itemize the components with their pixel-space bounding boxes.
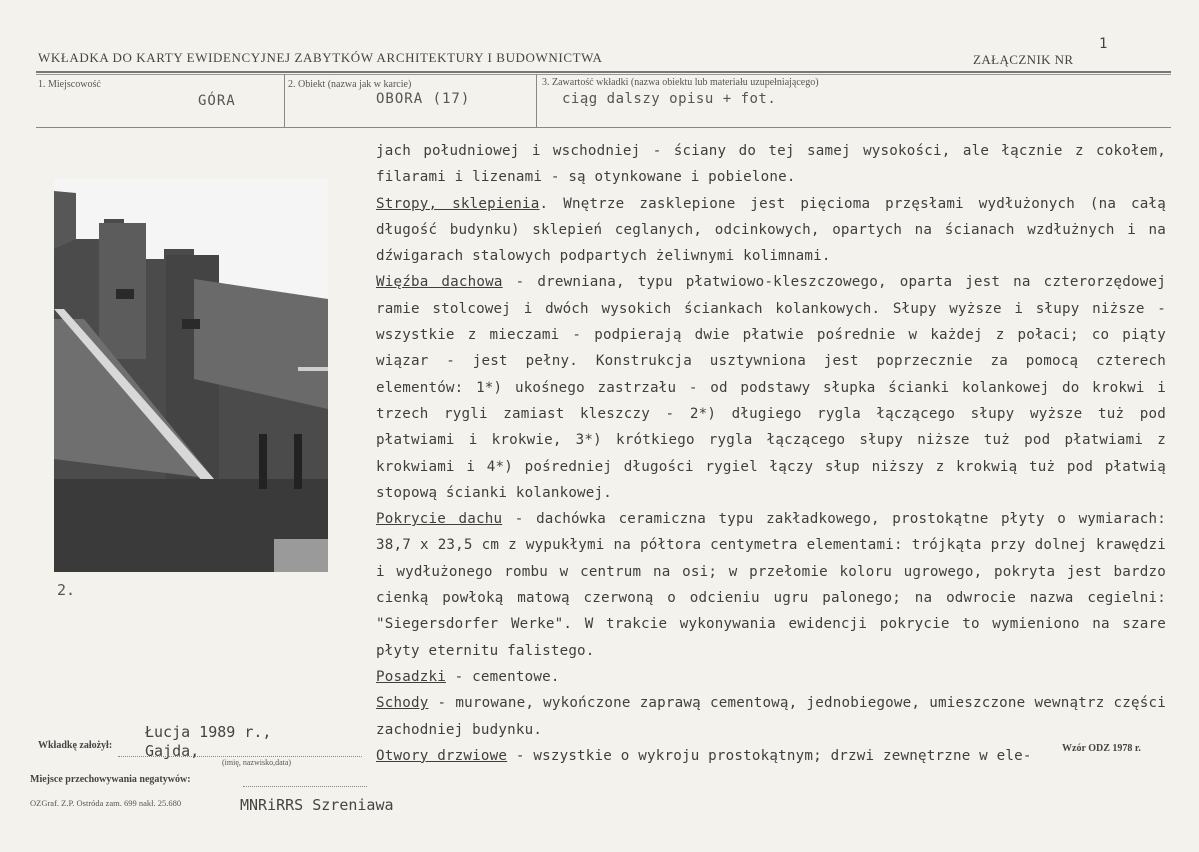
object-value: OBORA (17) <box>376 91 471 107</box>
place-label: 1. Miejscowość <box>38 79 101 90</box>
annex-number: 1 <box>1099 36 1108 52</box>
ceilings-heading: Stropy, sklepienia <box>376 195 540 212</box>
negatives-location-line <box>243 786 367 787</box>
form-model-label: Wzór ODZ 1978 r. <box>1062 743 1141 754</box>
created-by-line <box>118 756 362 757</box>
form-title: WKŁADKA DO KARTY EWIDENCYJNEJ ZABYTKÓW ARCHITEKTURY I BUDOWNICTWA <box>38 50 603 65</box>
walls-text: jach południowej i wschodniej - ściany do tej samej wysokości, ale łącznie z cokołem, filarami i lizenami - są otynkowane i pobielone. <box>376 143 1166 186</box>
paragraph-roofing <box>376 506 1166 664</box>
roofing-heading: Pokrycie dachu <box>376 511 503 528</box>
stairs-heading: Schody <box>376 695 429 712</box>
paragraph-roof-truss <box>376 269 1166 506</box>
created-by-name-line1: Łucja 1989 r., <box>145 723 272 741</box>
roof-truss-heading: Więźba dachowa <box>376 274 503 291</box>
field-divider <box>536 74 537 128</box>
doors-text: - wszystkie o wykroju prostokątnym; drzwi zewnętrzne w ele- <box>507 747 1032 764</box>
floors-heading: Posadzki <box>376 668 446 685</box>
paragraph-floors <box>376 664 1166 690</box>
object-label: 2. Obiekt (nazwa jak w karcie) <box>288 79 412 90</box>
building-photo <box>54 179 328 572</box>
paragraph-doors <box>376 743 1166 769</box>
negatives-location-value: MNRiRRS Szreniawa <box>240 796 394 814</box>
created-by-hint: (imię, nazwisko,data) <box>222 758 292 767</box>
place-value: GÓRA <box>198 93 236 109</box>
header-rule-thin <box>36 74 1171 75</box>
printer-info: OZGraf. Z.P. Ostróda zam. 699 nakł. 25.680 <box>30 798 182 808</box>
header-rule <box>36 71 1171 73</box>
annex-label: ZAŁĄCZNIK NR <box>973 52 1074 67</box>
photo-caption: 2. <box>57 581 76 599</box>
created-by-label: Wkładkę założył: <box>38 740 113 751</box>
content-value: ciąg dalszy opisu + fot. <box>562 91 777 107</box>
paragraph-walls <box>376 138 1166 191</box>
doors-heading: Otwory drzwiowe <box>376 747 508 764</box>
content-label: 3. Zawartość wkładki (nazwa obiektu lub materiału uzupełniającego) <box>542 77 819 88</box>
created-by-name-line2: Gajda, <box>145 742 200 760</box>
roofing-text: - dachówka ceramiczna typu zakładkowego, prostokątne płyty o wymiarach: 38,7 x 23,5 cm z wypukłymi na półtora centymetra elementami: trójkąta przy dolnej krawędzi i wydłużonego rombu w centrum na osi; w przełomie koloru ugrowego, pokryta jest bardzo cienką powłoką matową czerwoną o odcieniu ugru palonego; na odwrocie nazwa cegielni: "Siegersdorfer Werke". W trakcie wykonywania ewidencji pokrycie to wymieniono na szare płyty eternitu falistego. <box>376 511 1166 659</box>
floors-text: - cementowe. <box>445 668 560 685</box>
roof-truss-text: - drewniana, typu płatwiowo-kleszczowego, oparta jest na czterorzędowej ramie stolcowej i dwóch wysokich ściankach kolankowych. Słupy wyższe i słupy niższe - wszystkie z mieczami - podpierają dwie płatwie pośrednie w każdej z połaci; co piąty wiązar - jest pełny. Konstrukcja usztywniona jest poprzecznie za pomocą czterech elementów: 1*) ukośnego zastrzału - od podstawy słupka ścianki kolankowej do krokwi i trzech rygli zamiast kleszczy - 2*) długiego rygla łączącego słupy wyższe tuż pod płatwiami i krokwie, 3*) krótkiego rygla łączącego słupy niższe tuż pod płatwiami z krokwiami i 4*) pośredniej długości rygiel łączy słup niższy z krokwią tuż pod płatwią stopową ścianki kolankowej. <box>376 274 1166 501</box>
ceilings-text: . Wnętrze zasklepione jest pięcioma przęsłami wydłużonych (na całą długość budynku) sklepień ceglanych, odcinkowych, opartych na ścianach wzdłużnych i na dźwigarach stalowych podpartych żeliwnymi kolimnami. <box>376 195 1166 265</box>
fields-rule <box>36 127 1171 128</box>
negatives-location-label: Miejsce przechowywania negatywów: <box>30 774 191 785</box>
building-photo-image <box>54 179 328 572</box>
field-divider <box>284 74 285 128</box>
paragraph-stairs <box>376 690 1166 743</box>
description-text <box>376 138 1166 769</box>
stairs-text: - murowane, wykończone zaprawą cementową, jednobiegowe, umieszczone wewnątrz części zachodniej budynku. <box>376 695 1166 738</box>
paragraph-ceilings <box>376 191 1166 270</box>
